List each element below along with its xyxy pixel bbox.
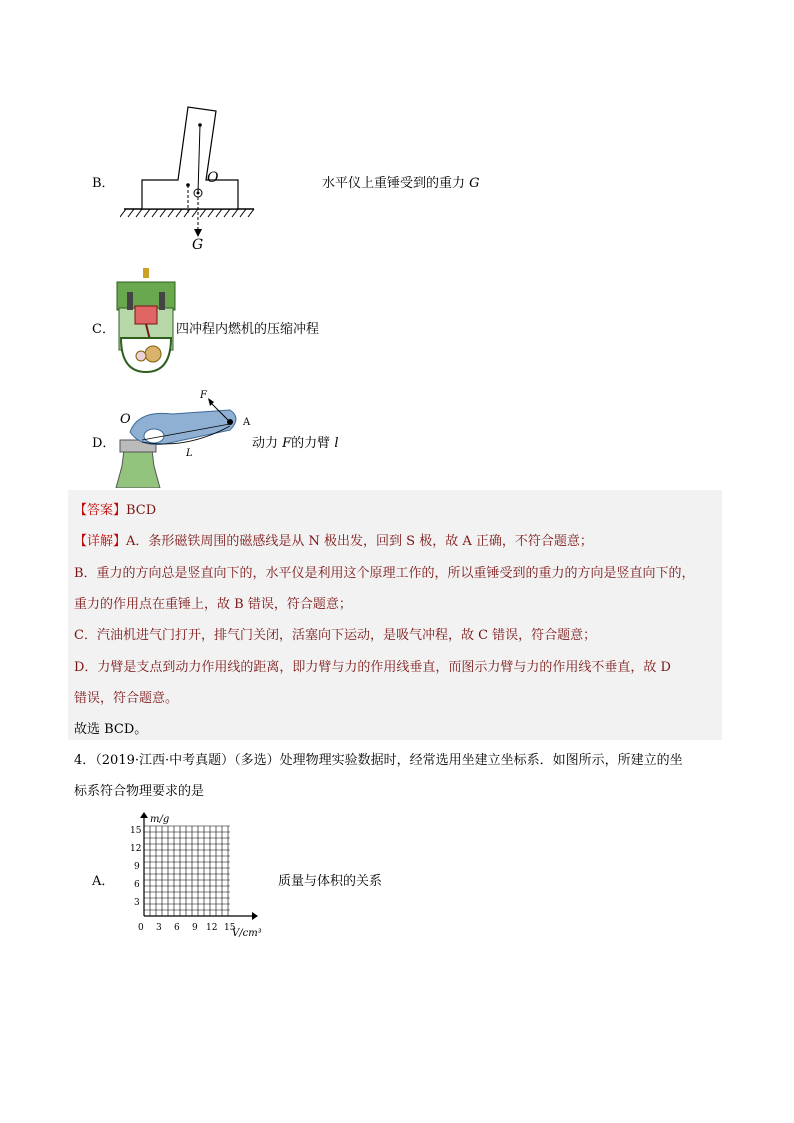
x-tick: 3 — [156, 923, 162, 933]
mass-volume-grid — [128, 810, 270, 940]
detail-line-d2: 错误，符合题意。 — [74, 691, 179, 706]
detail-line-a: 【详解】A．条形磁铁周围的磁感线是从 N 极出发，回到 S 极，故 A 正确，不符合题意； — [74, 534, 593, 549]
label-f: F — [200, 390, 207, 401]
option-b-letter: B． — [92, 176, 115, 191]
x-tick: 12 — [206, 923, 218, 933]
x-tick: 6 — [174, 923, 180, 933]
engine-diagram — [113, 268, 179, 376]
option-4a-letter: A． — [92, 874, 115, 889]
option-d-letter: D． — [92, 436, 116, 451]
y-tick: 12 — [130, 844, 142, 854]
answer-line: 【答案】BCD — [74, 503, 157, 518]
question-4-line-2: 标系符合物理要求的是 — [74, 784, 205, 799]
y-tick: 15 — [130, 826, 142, 836]
option-c-caption: 四冲程内燃机的压缩冲程 — [176, 322, 320, 337]
detail-line-d1: D．力臂是支点到动力作用线的距离，即力臂与力的作用线垂直，而图示力臂与力的作用线不垂直，故 D — [74, 660, 671, 675]
detail-line-b1: B．重力的方向总是竖直向下的，水平仪是利用这个原理工作的，所以重锤受到的重力的方向是竖直向下的， — [74, 566, 695, 581]
x-tick: 9 — [192, 923, 198, 933]
detail-line-c: C．汽油机进气门打开，排气门关闭，活塞向下运动，是吸气冲程，故 C 错误，符合题意； — [74, 628, 597, 643]
detail-line-b2: 重力的作用点在重锤上，故 B 错误，符合题意； — [74, 597, 352, 612]
y-tick: 6 — [134, 880, 140, 890]
option-c-letter: C． — [92, 322, 115, 337]
x-tick: 15 — [224, 923, 236, 933]
y-tick: 3 — [134, 898, 140, 908]
label-g: G — [192, 237, 204, 253]
label-o: O — [207, 170, 219, 186]
y-tick: 9 — [134, 862, 140, 872]
question-4-line-1: 4．（2019·江西·中考真题）（多选）处理物理实验数据时，经常选用坐建立坐标系．如图所示，所建立的坐 — [74, 753, 683, 768]
label-a: A — [243, 417, 251, 428]
bottle-opener-diagram — [112, 388, 247, 488]
final-choice: 故选 BCD。 — [74, 722, 148, 737]
label-d-o: O — [120, 412, 131, 427]
label-l: L — [186, 448, 193, 459]
option-4a-caption: 质量与体积的关系 — [278, 874, 383, 889]
y-axis-label: m/g — [150, 814, 170, 825]
option-b-caption: 水平仪上重锤受到的重力 G — [322, 176, 480, 191]
option-d-caption: 动力 F的力臂 l — [252, 436, 339, 451]
level-gauge-diagram — [120, 105, 260, 255]
x-axis-label: V/cm³ — [232, 928, 262, 939]
x-tick: 0 — [138, 923, 144, 933]
